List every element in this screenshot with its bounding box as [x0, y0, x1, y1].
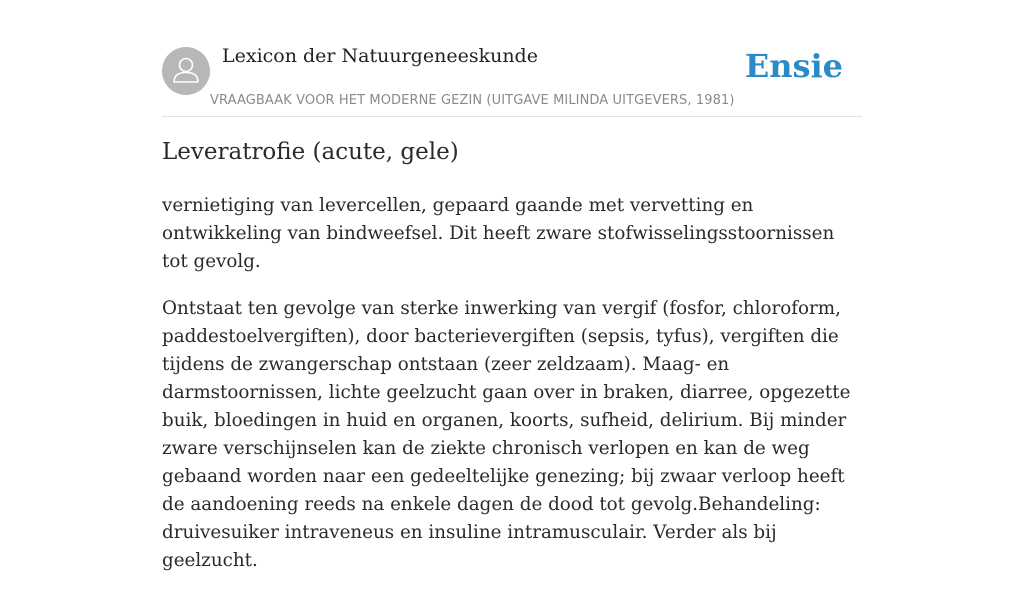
lexicon-title[interactable]: Lexicon der Natuurgeneeskunde	[222, 45, 538, 67]
lexicon-avatar[interactable]	[162, 47, 210, 95]
description-paragraph: Ontstaat ten gevolge van sterke inwerking van vergif (fosfor, chloroform, paddestoelvergiften), door bacterievergiften (sepsis, tyfus), vergiften die tijdens de zwangerschap ontstaan (zeer zeldzaam). Maag- en darmstoornissen, lichte geelzucht gaan over in braken, diarree, opgezette buik, bloedingen in huid en organen, koorts, sufheid, delirium. Bij minder zware verschijnselen kan de ziekte chronisch verlopen en kan de weg gebaand worden naar een gedeeltelijke genezing; bij zwaar verloop heeft de aandoening reeds na enkele dagen de dood tot gevolg.Behandeling: druivesuiker intraveneus en insuline intramusculair. Verder als bij geelzucht.	[162, 298, 851, 571]
lexicon-header	[162, 0, 862, 117]
user-silhouette-icon	[162, 47, 210, 95]
article-container	[162, 0, 862, 571]
ensie-logo[interactable]: Ensie	[744, 47, 843, 85]
term-title: Leveratrofie (acute, gele)	[162, 139, 459, 165]
lexicon-source: VRAAGBAAK VOOR HET MODERNE GEZIN (UITGAVE MILINDA UITGEVERS, 1981)	[210, 93, 735, 108]
definition-paragraph: vernietiging van levercellen, gepaard gaande met vervetting en ontwikkeling van bindweefsel. Dit heeft zware stofwisselingsstoornissen tot gevolg.	[162, 195, 835, 272]
article-body	[162, 192, 862, 594]
